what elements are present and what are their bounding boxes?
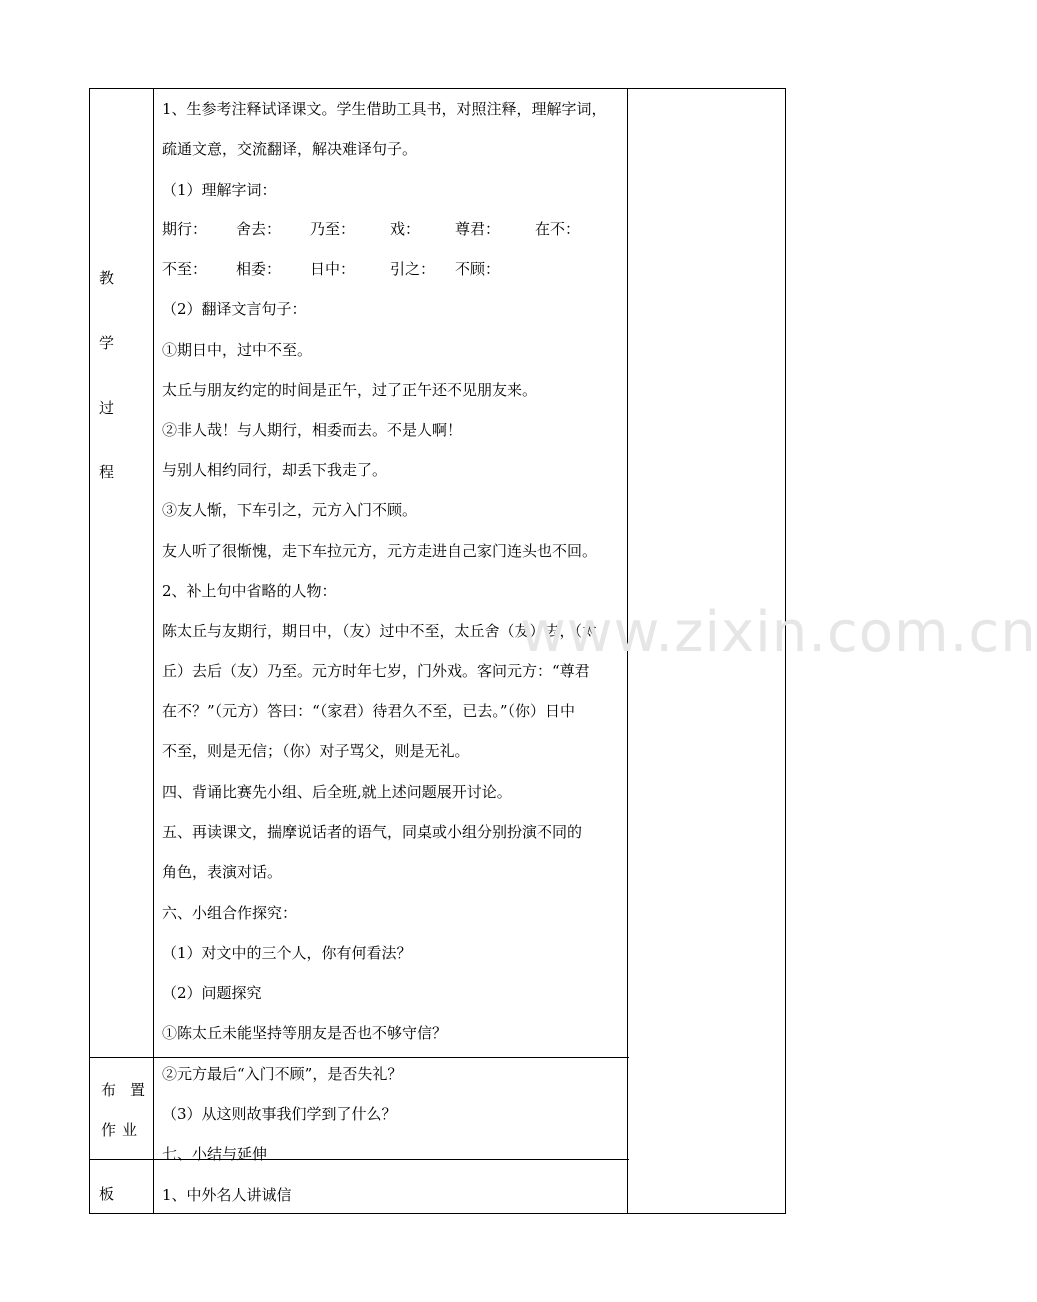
content-line: 六、小组合作探究： [162,904,298,922]
content-line: （1）对文中的三个人，你有何看法？ [162,944,412,962]
label-guo: 过 [99,399,115,417]
content-line: 不至，则是无信；（你）对子骂父，则是无礼。 [162,742,470,760]
word-item: 期行： [162,220,208,238]
table-row-divider-1 [89,1057,629,1058]
content-line: ①期日中，过中不至。 [162,341,313,359]
word-item: 相委： [236,260,282,278]
content-line: ①陈太丘未能坚持等朋友是否也不够守信？ [162,1024,448,1042]
content-line: ③友人惭，下车引之，元方入门不顾。 [162,501,418,519]
table-top-border [89,88,786,89]
content-line: 太丘与朋友约定的时间是正午，过了正午还不见朋友来。 [162,381,538,399]
table-left-border [89,88,90,1214]
label-bu: 布 [101,1081,117,1099]
table-col-divider-1 [153,88,154,1214]
word-item: 不至： [162,260,208,278]
word-item: 舍去： [236,220,282,238]
content-line: 2、补上句中省略的人物： [162,582,337,600]
content-line: 在不？”（元方）答曰：“（家君）待君久不至，已去。”（你）日中 [162,702,576,720]
label-xue: 学 [99,334,115,352]
word-item: 不顾： [455,260,501,278]
content-line: ②非人哉！与人期行，相委而去。不是人啊！ [162,421,463,439]
table-bottom-border [89,1213,786,1214]
content-line: （2）问题探究 [162,984,262,1002]
content-line: （2）翻译文言句子： [162,300,307,318]
word-item: 引之： [390,260,436,278]
word-item: 日中： [310,260,356,278]
content-line: ②元方最后“入门不顾”，是否失礼？ [162,1065,403,1083]
label-jiao: 教 [99,269,115,287]
content-line: 五、再读课文，揣摩说话者的语气，同桌或小组分别扮演不同的 [162,823,583,841]
word-item: 在不： [535,220,581,238]
content-line: 疏通文意，交流翻译，解决难译句子。 [162,140,418,158]
content-line: 陈太丘与友期行，期日中，（友）过中不至，太丘舍（友）去，（太 [162,622,598,640]
label-cheng: 程 [99,463,115,481]
content-line: （1）理解字词： [162,181,277,199]
content-line: 丘）去后（友）乃至。元方时年七岁，门外戏。客问元方：“尊君 [162,662,590,680]
content-line: 友人听了很惭愧，走下车拉元方，元方走进自己家门连头也不回。 [162,542,598,560]
content-line: 1、生参考注释试译课文。学生借助工具书，对照注释，理解字词， [162,100,607,118]
content-line: 角色，表演对话。 [162,863,283,881]
content-line: 与别人相约同行，却丢下我走了。 [162,461,388,479]
word-item: 乃至： [310,220,356,238]
content-line: （3）从这则故事我们学到了什么？ [162,1105,397,1123]
label-zuo: 作 [101,1121,117,1139]
watermark: www.zixin.com.cn [520,600,1037,665]
label-ban: 板 [99,1185,115,1203]
label-ye: 业 [122,1121,138,1139]
content-line: 四、背诵比赛先小组、后全班,就上述问题展开讨论。 [162,783,512,801]
content-line: 七、小结与延伸 [162,1145,268,1163]
word-item: 尊君： [455,220,501,238]
word-item: 戏： [390,220,421,238]
content-line: 1、中外名人讲诚信 [162,1186,292,1204]
label-zhi: 置 [130,1081,146,1099]
